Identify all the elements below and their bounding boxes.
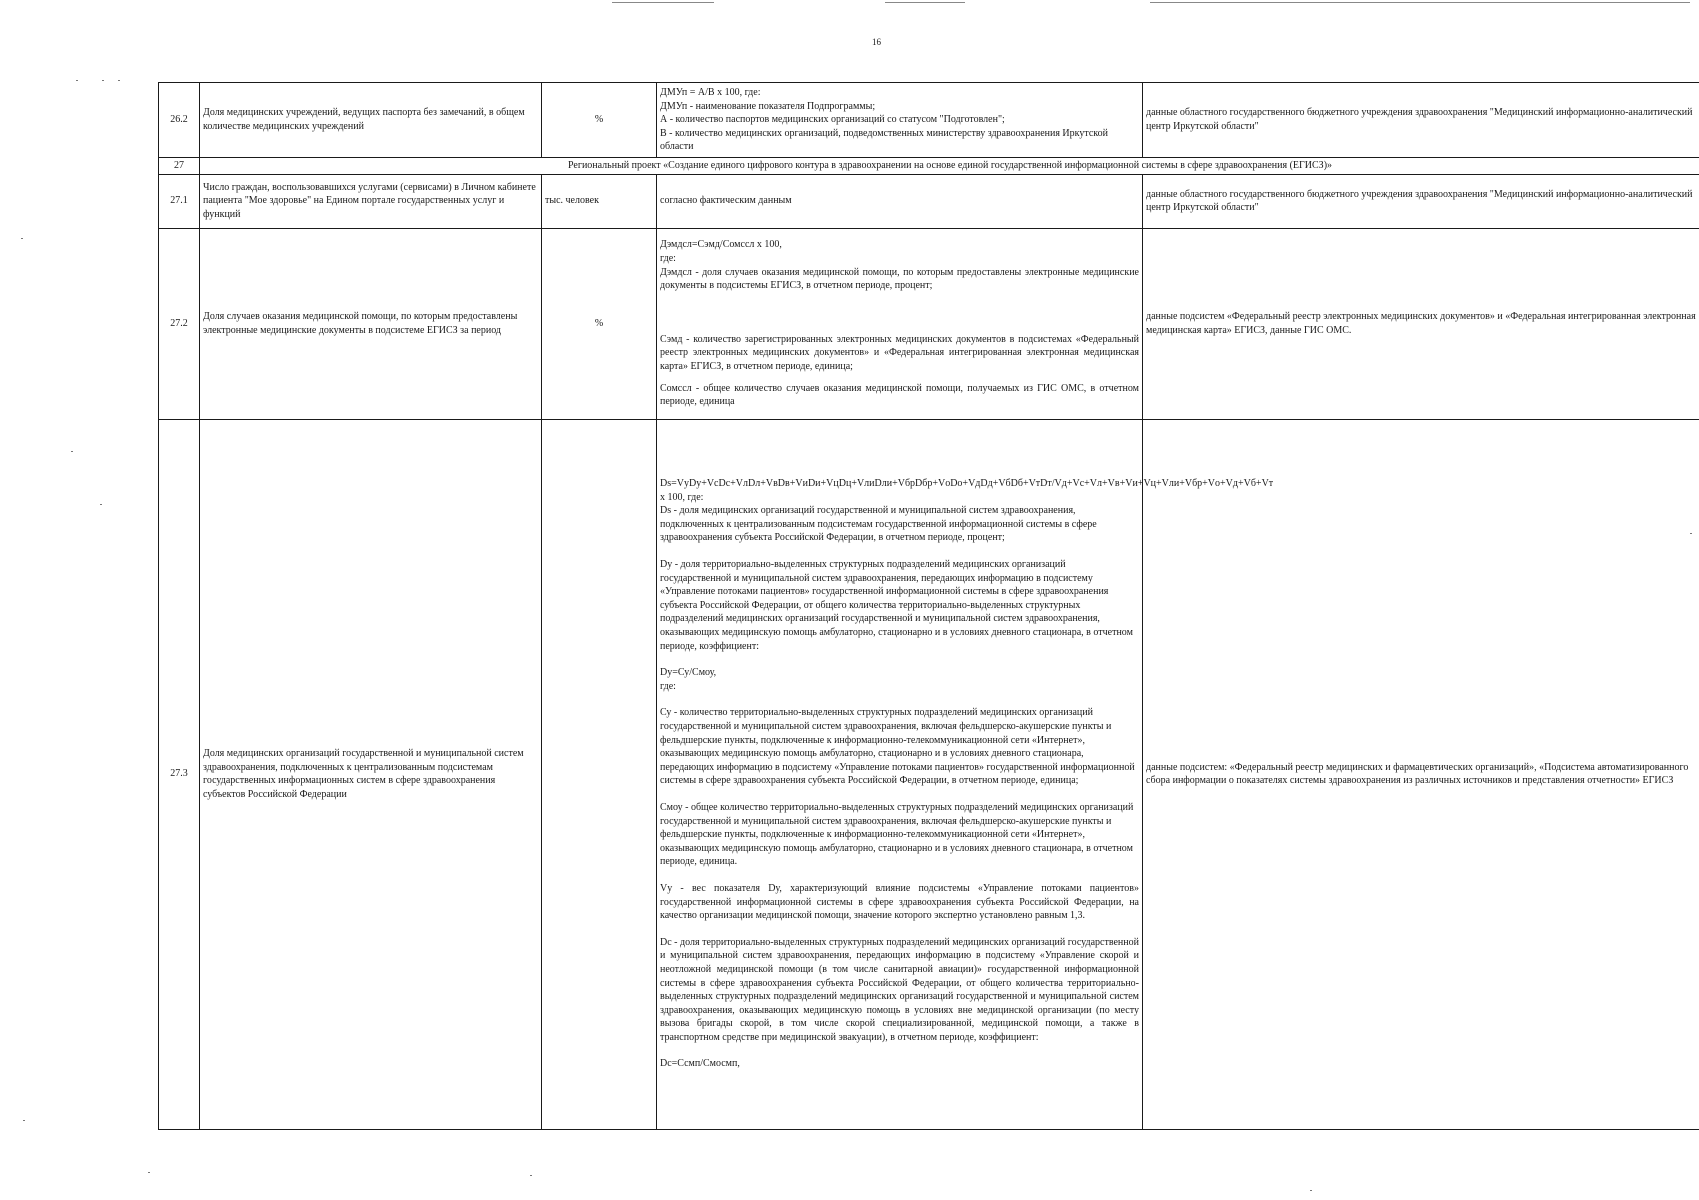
method-line: где: (660, 680, 676, 692)
method-line: Dс - доля территориально-выделенных структурных подразделений медицинских организаций государственной и муниципальной систем здравоохранения, передающих информацию в подсистему «Управление скорой и неотложной медицинской помощи (в том числе санитарной авиации)» государственной информационной системы в сфере здравоохранения субъекта Российской Федерации, от общего количества территориально-выделенных структурных подразделений медицинских организаций государственной и муниципальной систем здравоохранения, оказывающих медицинскую помощь в условиях вне медицинской организации (по месту вызова бригады скорой, в том числе скорой специализированной, медицинской помощи, а также в транспортном средстве при медицинской эвакуации), в отчетном периоде, коэффициент: (660, 936, 1139, 1043)
method-line: Сэмд - количество зарегистрированных электронных медицинских документов в подсистемах «Федеральный реестр электронных медицинских документов» и «Федеральная интегрированная электронная медицинская карта» ЕГИСЗ, в отчетном периоде, единица; (660, 333, 1139, 372)
method-line: В - количество медицинских организаций, подведомственных министерству здравоохранения Иркутской области (660, 127, 1109, 153)
indicator-name: Доля медицинских организаций государственной и муниципальной систем здравоохранения, подключенных к централизованным подсистемам государственных информационных систем в сфере здравоохранения субъектов Российской Федерации (200, 419, 542, 1129)
method-line: Су - количество территориально-выделенных структурных подразделений медицинских организаций государственной и муниципальной систем здравоохранения, включая фельдшерско-акушерские пункты и фельдшерские пункты, подключенные к информационно-телекоммуникационной сети «Интернет», оказывающих медицинскую помощь амбулаторно, стационарно и в условиях дневного стационара, передающих информацию в подсистему «Управление потоками пациентов» государственной информационной системы в сфере здравоохранения субъекта Российской Федерации, в отчетном периоде, единица; (660, 707, 1135, 787)
scan-speck (100, 504, 102, 505)
scan-speck (148, 1172, 150, 1173)
table-row-27-1 (159, 174, 1699, 228)
page-number: 16 (872, 37, 881, 47)
data-source: данные подсистем «Федеральный реестр электронных медицинских документов» и «Федеральная интегрированная электронная медицинская карта» ЕГИСЗ, данные ГИС ОМС. (1143, 228, 1699, 419)
scan-speck (1310, 1190, 1312, 1191)
row-number: 26.2 (159, 83, 200, 158)
indicator-unit (542, 419, 657, 1129)
table-row-26-2 (159, 83, 1699, 158)
calculation-method (657, 83, 1143, 158)
indicator-name: Число граждан, воспользовавшихся услугами (сервисами) в Личном кабинете пациента "Мое здоровье" на Едином портале государственных услуг и функций (200, 174, 542, 228)
method-line: Дэмдсл - доля случаев оказания медицинской помощи, по которым предоставлены электронные медицинские документы в подсистемы ЕГИСЗ, в отчетном периоде, процент; (660, 266, 1139, 292)
section-title: Региональный проект «Создание единого цифрового контура в здравоохранении на основе единой государственной информационной системы в сфере здравоохранения (ЕГИСЗ)» (200, 158, 1699, 175)
method-line: Dу - доля территориально-выделенных структурных подразделений медицинских организаций государственной и муниципальной систем здравоохранения, передающих информацию в подсистему «Управление потоками пациентов» государственной информационной системы в сфере здравоохранения субъекта Российской Федерации, от общего количества территориально-выделенных структурных подразделений медицинских организаций государственной и муниципальной систем здравоохранения, оказывающих медицинскую помощь амбулаторно, стационарно и в условиях дневного стационара, в отчетном периоде, коэффициент: (660, 559, 1133, 652)
table-row-27-3 (159, 419, 1699, 1129)
method-line: Сомссл - общее количество случаев оказания медицинской помощи, получаемых из ГИС ОМС, в отчетном периоде, единица (660, 382, 1139, 408)
indicator-table (158, 82, 1699, 1130)
scan-speck (102, 80, 104, 81)
method-line: ДМУп - наименование показателя Подпрограммы; (660, 100, 876, 112)
row-number: 27.2 (159, 228, 200, 419)
indicator-unit: % (542, 228, 657, 419)
calculation-method (657, 419, 1274, 1129)
data-source: данные областного государственного бюджетного учреждения здравоохранения "Медицинский информационно-аналитический центр Иркутской области" (1143, 83, 1699, 158)
scan-speck (118, 80, 120, 81)
scan-speck (1690, 533, 1692, 534)
indicator-unit: тыс. человек (542, 174, 657, 228)
method-line: где: (660, 253, 676, 265)
scan-rule-mid (885, 2, 965, 3)
scan-rule-right (1150, 2, 1690, 3)
method-line: Дэмдсл=Сэмд/Сомссл х 100, (660, 239, 782, 251)
scan-speck (23, 1120, 25, 1121)
scan-speck (71, 451, 73, 452)
indicator-name: Доля случаев оказания медицинской помощи, по которым предоставлены электронные медицинские документы в подсистеме ЕГИСЗ за период (200, 228, 542, 419)
method-line: Vу - вес показателя Dу, характеризующий влияние подсистемы «Управление потоками пациентов» государственной информационной системы в сфере здравоохранения субъекта Российской Федерации, на качество организации медицинской помощи, значение которого экспертно установлено равным 1,3. (660, 882, 1139, 922)
data-source: данные областного государственного бюджетного учреждения здравоохранения "Медицинский информационно-аналитический центр Иркутской области" (1143, 174, 1699, 228)
section-row-27 (159, 158, 1699, 175)
data-source: данные подсистем: «Федеральный реестр медицинских и фармацевтических организаций», «Подсистема автоматизированного сбора информации о показателях системы здравоохранения из различных источников и представления отчетности» ЕГИСЗ (1143, 419, 1699, 1129)
indicator-name: Доля медицинских учреждений, ведущих паспорта без замечаний, в общем количестве медицинских учреждений (200, 83, 542, 158)
calculation-method (657, 228, 1143, 419)
scan-speck (21, 238, 23, 239)
calculation-method: согласно фактическим данным (657, 174, 1143, 228)
table-row-27-2 (159, 228, 1699, 419)
scan-speck (530, 1175, 532, 1176)
method-line: Dу=Су/Смоу, (660, 667, 717, 679)
method-line: ДМУп = А/В х 100, где: (660, 87, 761, 99)
method-line: Смоу - общее количество территориально-выделенных структурных подразделений медицинских организаций государственной и муниципальной систем здравоохранения, включая фельдшерско-акушерские пункты и фельдшерские пункты, подключенные к информационно-телекоммуникационной сети «Интернет», оказывающих медицинскую помощь амбулаторно, стационарно и в условиях дневного стационара, в отчетном периоде, единица. (660, 801, 1134, 868)
method-line: Dс=Ссмп/Смосмп, (660, 1058, 740, 1070)
method-line: Ds=VуDу+VсDс+VлDл+VвDв+VиDи+VцDц+VлиDли+VбрDбр+VоDо+VдDд+VбDб+VтDт/Vд+Vс+Vл+Vв+Vи+Vц+Vли+Vбр+Vо+Vд+Vб+Vт х 100, где: (660, 478, 1274, 503)
row-number: 27.3 (159, 419, 200, 1129)
row-number: 27.1 (159, 174, 200, 228)
scan-rule-left (612, 2, 714, 3)
row-number: 27 (159, 158, 200, 175)
indicator-unit: % (542, 83, 657, 158)
method-line: А - количество паспортов медицинских организаций со статусом "Подготовлен"; (660, 114, 1005, 126)
method-line: Ds - доля медицинских организаций государственной и муниципальной систем здравоохранения, подключенных к централизованным подсистемам государственной информационной системы в сфере здравоохранения субъекта Российской Федерации, в отчетном периоде, процент; (660, 505, 1097, 544)
scan-speck (76, 80, 78, 81)
